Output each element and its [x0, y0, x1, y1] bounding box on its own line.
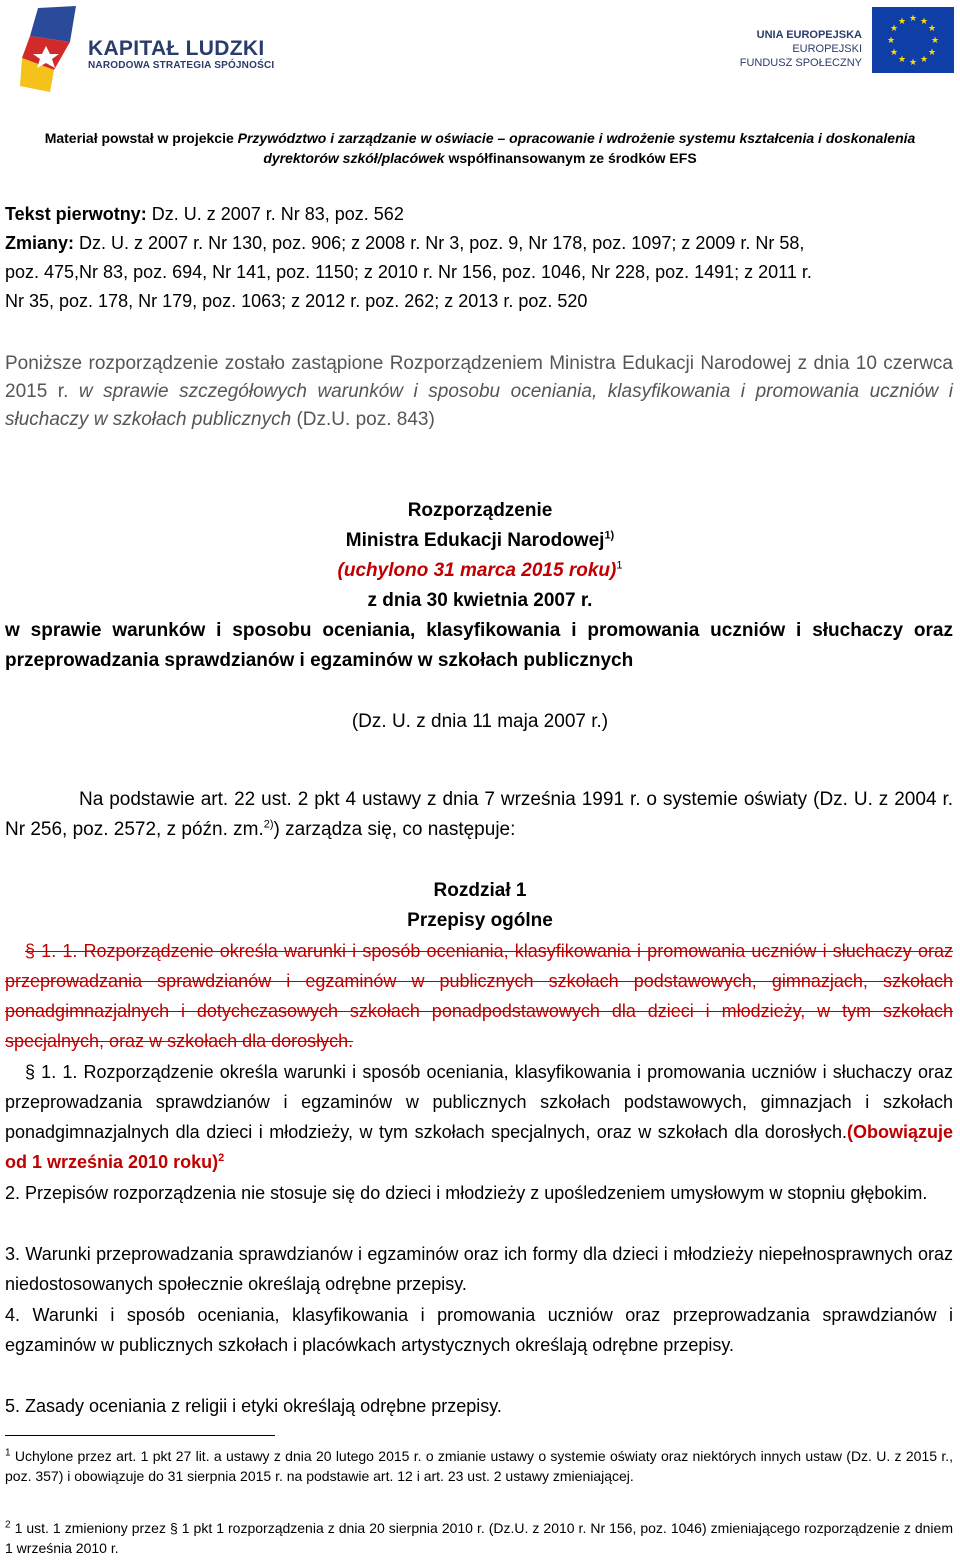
- paragraph-1-text: § 1. 1. Rozporządzenie określa warunki i sposób oceniania, klasyfikowania i promowania uczniów i słuchaczy oraz przeprowadzania sprawdzianów i egzaminów w publicznych szkołach podstawowych, gimnazjach i szkołach ponadgimnazjalnych dla dzieci i młodzieży, w tym szkołach specjalnych, oraz w szkołach dla dorosłych.: [5, 1062, 953, 1142]
- repealed-note: (uchylono 31 marca 2015 roku): [337, 560, 617, 581]
- preamble-text: Na podstawie art. 22 ust. 2 pkt 4 ustawy z dnia 7 września 1991 r. o systemie oświaty (Dz. U. z 2004 r. Nr 256, poz. 2572, z późn. zm.: [5, 789, 953, 840]
- svg-text:★: ★: [889, 24, 899, 34]
- kl-title: KAPITAŁ LUDZKI: [88, 37, 265, 60]
- footnote-1-mark: 1: [5, 1447, 11, 1459]
- original-label: Tekst pierwotny:: [5, 204, 147, 224]
- source-info: [5, 200, 953, 316]
- changes-label: Zmiany:: [5, 233, 75, 253]
- title-line2: [0, 526, 960, 556]
- changes-line3: Nr 35, poz. 178, Nr 179, poz. 1063; z 2012 r. poz. 262; z 2013 r. poz. 520: [5, 291, 588, 311]
- paragraph-1-effective-note: (Obowiązuje od 1 września 2010 roku): [5, 1122, 953, 1172]
- svg-text:★: ★: [919, 17, 929, 27]
- replacement-italic: w sprawie szczegółowych warunków i sposobu oceniania, klasyfikowania i promowania uczniów i słuchaczy w szkołach publicznych: [5, 381, 953, 430]
- title-line1: Rozporządzenie: [407, 500, 553, 521]
- paragraph-3: 3. Warunki przeprowadzania sprawdzianów i egzaminów oraz ich formy dla dzieci i młodzieży niepełnosprawnych oraz niedostosowanych społecznie określają odrębne przepisy.: [5, 1244, 953, 1294]
- svg-text:★: ★: [886, 36, 896, 46]
- title-subject: w sprawie warunków i sposobu oceniania, klasyfikowania i promowania uczniów i słuchaczy oraz przeprowadzania sprawdzianów i egzaminów w szkołach publicznych: [5, 620, 953, 671]
- notice-project-name-cont: dyrektorów szkół/placówek: [263, 150, 445, 166]
- svg-text:★: ★: [908, 14, 918, 24]
- preamble: [5, 785, 953, 845]
- changes-line2: poz. 475,Nr 83, poz. 694, Nr 141, poz. 1150; z 2010 r. Nr 156, poz. 1046, Nr 228, poz. 1491; z 2011 r.: [5, 262, 812, 282]
- title-date: z dnia 30 kwietnia 2007 r.: [367, 590, 593, 611]
- footnote-2-mark: 2: [5, 1519, 11, 1531]
- svg-text:★: ★: [927, 24, 937, 34]
- paragraph-1-current: [5, 1057, 953, 1177]
- eu-line1: UNIA EUROPEJSKA: [756, 29, 862, 41]
- paragraph-1-repealed: § 1. 1. Rozporządzenie określa warunki i sposób oceniania, klasyfikowania i promowania uczniów i słuchaczy oraz przeprowadzania sprawdzianów i egzaminów w publicznych szkołach podstawowych, gimnazjach, szkołach ponadgimnazjalnych i dotychczasowych szkołach ponadpodstawowych dla dzieci i młodzieży, w tym szkołach specjalnych, oraz w szkołach dla dorosłych.: [5, 941, 953, 1051]
- kapital-ludzki-wordmark: [88, 38, 274, 72]
- preamble-suffix: ) zarządza się, co następuje:: [273, 819, 516, 840]
- footnote-2-text: 1 ust. 1 zmieniony przez § 1 pkt 1 rozporządzenia z dnia 20 sierpnia 2010 r. (Dz.U. z 2010 r. Nr 156, poz. 1046) zmieniającego rozporządzenie z dniem 1 września 2010 r.: [5, 1520, 953, 1556]
- eu-wordmark: [730, 28, 862, 70]
- original-value: Dz. U. z 2007 r. Nr 83, poz. 562: [146, 204, 404, 224]
- footnote-separator: [5, 1435, 275, 1436]
- page-header: [0, 0, 960, 100]
- footnote-2: [5, 1518, 953, 1558]
- replacement-suffix: (Dz.U. poz. 843): [291, 409, 435, 430]
- eu-line3: FUNDUSZ SPOŁECZNY: [739, 57, 862, 69]
- svg-text:★: ★: [889, 48, 899, 58]
- svg-text:★: ★: [897, 17, 907, 27]
- paragraph-4: 4. Warunki i sposób oceniania, klasyfikowania i promowania uczniów oraz przeprowadzania sprawdzianów i egzaminów w publicznych szkołach i placówkach artystycznych określają odrębne przepisy.: [5, 1305, 953, 1355]
- svg-text:★: ★: [919, 55, 929, 65]
- chapter-title: Rozdział 1: [433, 880, 527, 901]
- eu-flag-icon: [872, 7, 954, 73]
- svg-text:★: ★: [927, 48, 937, 58]
- title-line2-text: Ministra Edukacji Narodowej: [345, 530, 605, 551]
- notice-prefix: Materiał powstał w projekcie: [44, 130, 238, 146]
- replacement-note: [5, 350, 953, 434]
- notice-suffix: współfinansowanym ze środków EFS: [444, 150, 697, 166]
- changes-line1: [5, 229, 953, 258]
- footnote-1: [5, 1446, 953, 1486]
- svg-text:★: ★: [897, 55, 907, 65]
- svg-text:★: ★: [908, 58, 918, 68]
- title-journal: (Dz. U. z dnia 11 maja 2007 r.): [351, 711, 609, 732]
- original-text-line: [5, 200, 953, 229]
- eu-line2: EUROPEJSKI: [792, 43, 862, 55]
- notice-project-name: Przywództwo i zarządzanie w oświacie – opracowanie i wdrożenie systemu kształcenia i doskonalenia: [237, 130, 916, 146]
- project-notice: [0, 128, 960, 168]
- replacement-text: Poniższe rozporządzenie zostało zastąpione Rozporządzeniem Ministra Edukacji Narodowej z dnia 10 czerwca 2015 r.: [5, 353, 953, 402]
- paragraph-5: 5. Zasady oceniania z religii i etyki określają odrębne przepisy.: [5, 1396, 502, 1416]
- chapter-subtitle: Przepisy ogólne: [407, 910, 553, 931]
- svg-text:★: ★: [930, 36, 940, 46]
- title-repealed: [0, 556, 960, 586]
- kl-subtitle: NARODOWA STRATEGIA SPÓJNOŚCI: [88, 60, 275, 71]
- paragraph-1-sup: 2: [218, 1152, 225, 1164]
- paragraph-2: 2. Przepisów rozporządzenia nie stosuje się do dzieci i młodzieży z upośledzeniem umysłowym w stopniu głębokim.: [5, 1183, 928, 1203]
- title-line2-sup: 1): [604, 529, 615, 542]
- repealed-sup: 1: [616, 559, 623, 572]
- preamble-sup: 2): [263, 818, 274, 831]
- changes-value1: Dz. U. z 2007 r. Nr 130, poz. 906; z 2008 r. Nr 3, poz. 9, Nr 178, poz. 1097; z 2009 r. Nr 58,: [74, 233, 805, 253]
- footnote-1-text: Uchylone przez art. 1 pkt 27 lit. a ustawy z dnia 20 lutego 2015 r. o zmianie ustawy o systemie oświaty oraz niektórych innych ustaw (Dz. U. z 2015 r., poz. 357) i obowiązuje do 31 sierpnia 2015 r. na podstawie art. 12 i art. 23 ust. 2 ustawy zmieniającej.: [5, 1448, 953, 1484]
